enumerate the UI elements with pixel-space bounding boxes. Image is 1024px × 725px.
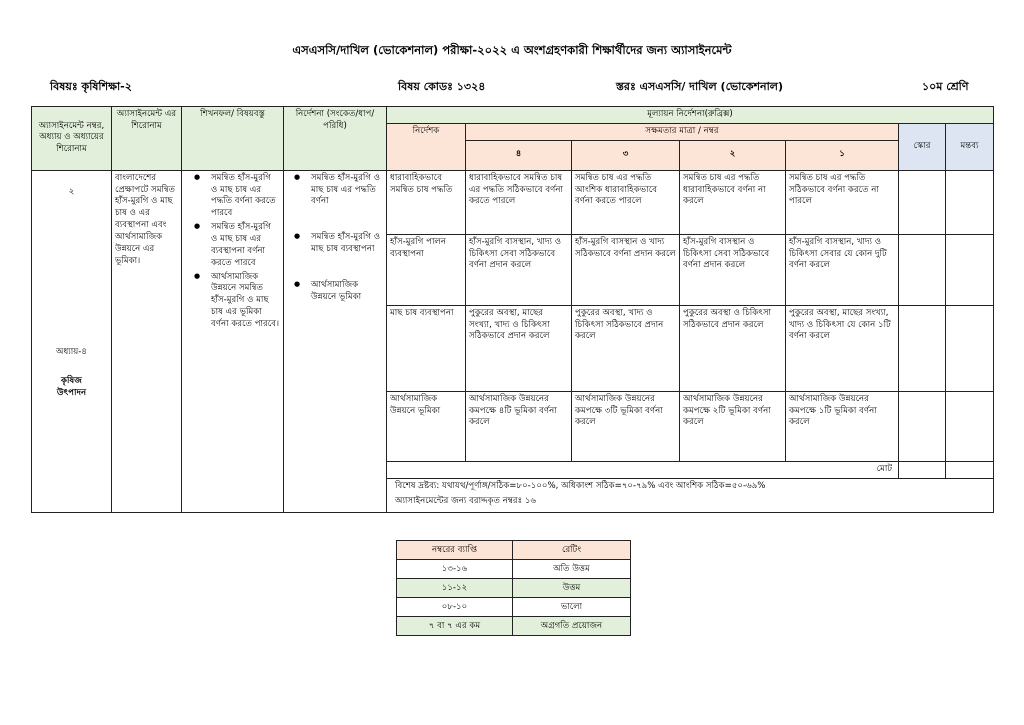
instruction-item: ● সমন্বিত হাঁস-মুরগি ও মাছ চাষ ব্যবস্থাপনা <box>311 232 383 256</box>
level-1-cell: হাঁস-মুরগি বাসস্থান, খাদ্য ও চিকিৎসা সেবার যে কোন দুটি বর্ণনা করলে <box>786 234 899 305</box>
level-3-cell: হাঁস-মুরগি বাসস্থান ও খাদ্য সঠিকভাবে বর্ণনা প্রদান করলে <box>572 234 680 305</box>
assignment-no-cell <box>32 170 112 512</box>
level-1-cell: পুকুরের অবস্থা, মাছের সংখ্যা, খাদ্য ও চিকিৎসা যে কোন ১টি বর্ণনা করলে <box>786 305 899 391</box>
rating-range: ৭ বা ৭ এর কম <box>397 617 513 636</box>
outcome-item: ● আর্থসামাজিক উন্নয়নে সমন্বিত হাঁস-মুরগি ও মাছ চাষ এর ভূমিকা বর্ণনা করতে পারবে। <box>211 272 280 331</box>
document-title: এসএসসি/দাখিল (ভোকেশনাল) পরীক্ষা-২০২২ এ অংশগ্রহণকারী শিক্ষার্থীদের জন্য অ্যাসাইনমেন্ট <box>292 43 732 57</box>
indicator-cell: মাছ চাষ ব্যবস্থাপনা <box>387 305 466 391</box>
outcome-item: ● সমন্বিত হাঁস-মুরগি ও মাছ চাষ এর ব্যবস্থাপনা বর্ণনা করতে পারবে <box>211 222 280 269</box>
header-assignment-no: অ্যাসাইনমেন্ট নম্বর, অধ্যায় ও অধ্যায়ের শিরোনাম <box>32 107 112 171</box>
level-2-cell: হাঁস-মুরগি বাসস্থান ও চিকিৎসা সেবা সঠিকভাবে বর্ণনা প্রদান করলে <box>680 234 786 305</box>
rating-value: অগ্রগতি প্রয়োজন <box>513 617 631 636</box>
rating-header-range: নম্বরের ব্যাপ্তি <box>397 541 513 560</box>
indicator-cell: আর্থসামাজিক উন্নয়নে ভূমিকা <box>387 391 466 461</box>
level-4-cell: হাঁস-মুরগি বাসস্থান, খাদ্য ও চিকিৎসা সেবা সঠিকভাবে বর্ণনা প্রদান করলে <box>466 234 572 305</box>
header-score: স্কোর <box>899 123 946 170</box>
header-indicator: নির্দেশক <box>387 123 466 170</box>
instruction-item: ● আর্থসামাজিক উন্নয়নে ভূমিকা <box>311 280 383 304</box>
remarks-cell <box>946 391 994 461</box>
subject-label: বিষয়ঃ কৃষিশিক্ষা-২ <box>50 80 132 93</box>
remarks-cell <box>946 305 994 391</box>
score-cell <box>899 234 946 305</box>
allotted-marks: অ্যাসাইনমেন্টের জন্য বরাদ্দকৃত নম্বরঃ ১৬ <box>395 496 537 507</box>
level-2-cell: আর্থসামাজিক উন্নয়নের কমপক্ষে ২টি ভূমিকা বর্ণনা করলে <box>680 391 786 461</box>
rating-value: ভালো <box>513 598 631 617</box>
level-4-cell: ধারাবাহিকভাবে সমন্বিত চাষ এর পদ্ধতি সঠিকভাবে বর্ণনা করতে পারলে <box>466 170 572 234</box>
rating-range: ০৮-১০ <box>397 598 513 617</box>
level-4-cell: পুকুরের অবস্থা, মাছের সংখ্যা, খাদ্য ও চিকিৎসা সঠিকভাবে প্রদান করলে <box>466 305 572 391</box>
header-competency: সক্ষমতার মাত্রা / নম্বর <box>466 123 899 140</box>
assignment-number: ২ <box>68 186 75 197</box>
level-4-header: ৪ <box>466 140 572 170</box>
header-remarks: মন্তব্য <box>946 123 994 170</box>
level-2-cell: সমন্বিত চাষ এর পদ্ধতি ধারাবাহিকভাবে বর্ণনা না করলে <box>680 170 786 234</box>
level-label: স্তরঃ এসএসসি/ দাখিল (ভোকেশনাল) <box>616 80 784 93</box>
header-outcome: শিখনফল/ বিষয়বস্তু <box>182 107 284 171</box>
rating-value: অতি উত্তম <box>513 560 631 579</box>
remarks-cell <box>946 170 994 234</box>
assignment-table <box>31 106 994 513</box>
level-1-cell: আর্থসামাজিক উন্নয়নের কমপক্ষে ১টি ভূমিকা বর্ণনা করলে <box>786 391 899 461</box>
instruction-cell <box>284 170 387 512</box>
score-cell <box>899 170 946 234</box>
header-evaluation: মূল্যায়ন নির্দেশনা(রুব্রিক্স) <box>387 107 994 124</box>
level-3-cell: সমন্বিত চাষ এর পদ্ধতি আংশিক ধারাবাহিকভাবে বর্ণনা করতে পারলে <box>572 170 680 234</box>
level-1-header: ১ <box>786 140 899 170</box>
subject-code-label: বিষয় কোডঃ ১৩২৪ <box>398 80 486 93</box>
rating-value: উত্তম <box>513 579 631 598</box>
outcome-cell <box>182 170 284 512</box>
rating-range: ১৩-১৬ <box>397 560 513 579</box>
level-3-cell: আর্থসামাজিক উন্নয়নের কমপক্ষে ৩টি ভূমিকা বর্ণনা করলে <box>572 391 680 461</box>
assignment-title-cell: বাংলাদেশের প্রেক্ষাপটে সমন্বিত হাঁস-মুরগি ও মাছ চাষ ও এর ব্যবস্থাপনা এবং আর্থসামাজিক উন্নয়নে এর ভূমিকা। <box>112 170 182 512</box>
notes-cell <box>387 478 994 512</box>
indicator-cell: হাঁস-মুরগি পালন ব্যবস্থাপনা <box>387 234 466 305</box>
chapter-label: অধ্যায়-৪ <box>56 346 87 357</box>
special-note: বিশেষ দ্রষ্টব্য: যথাযথ/পূর্ণাঙ্গ/সঠিক=৮০-১০০%, অধিকাংশ সঠিক=৭০-৭৯% এবং আংশিক সঠিক=৫০-৬৯% <box>395 480 766 491</box>
total-remarks-cell <box>946 461 994 478</box>
level-3-cell: পুকুরের অবস্থা, খাদ্য ও চিকিৎসা সঠিকভাবে প্রদান করলে <box>572 305 680 391</box>
rating-table <box>396 540 631 636</box>
score-cell <box>899 305 946 391</box>
rating-range: ১১-১২ <box>397 579 513 598</box>
level-3-header: ৩ <box>572 140 680 170</box>
level-1-cell: সমন্বিত চাষ এর পদ্ধতি সঠিকভাবে বর্ণনা করতে না পারলে <box>786 170 899 234</box>
total-score-cell <box>899 461 946 478</box>
instruction-item: ● সমন্বিত হাঁস-মুরগি ও মাছ চাষ এর পদ্ধতি বর্ণনা <box>311 173 383 209</box>
indicator-cell: ধারাবাহিকভাবে সমন্বিত চাষ পদ্ধতি <box>387 170 466 234</box>
chapter-title: কৃষিজ উৎপাদন <box>56 376 87 399</box>
header-instruction: নির্দেশনা (সংকেত/ধাপ/পরিধি) <box>284 107 387 171</box>
level-4-cell: আর্থসামাজিক উন্নয়নের কমপক্ষে ৪টি ভূমিকা বর্ণনা করলে <box>466 391 572 461</box>
level-2-header: ২ <box>680 140 786 170</box>
total-label: মোট <box>387 461 899 478</box>
remarks-cell <box>946 234 994 305</box>
score-cell <box>899 391 946 461</box>
outcome-item: ● সমন্বিত হাঁস-মুরগি ও মাছ চাষ এর পদ্ধতি বর্ণনা করতে পারবে <box>211 173 280 220</box>
header-assignment-title: অ্যাসাইনমেন্ট এর শিরোনাম <box>112 107 182 171</box>
level-2-cell: পুকুরের অবস্থা ও চিকিৎসা সঠিকভাবে প্রদান করলে <box>680 305 786 391</box>
class-label: ১০ম শ্রেণি <box>922 80 969 93</box>
rating-header-rating: রেটিং <box>513 541 631 560</box>
